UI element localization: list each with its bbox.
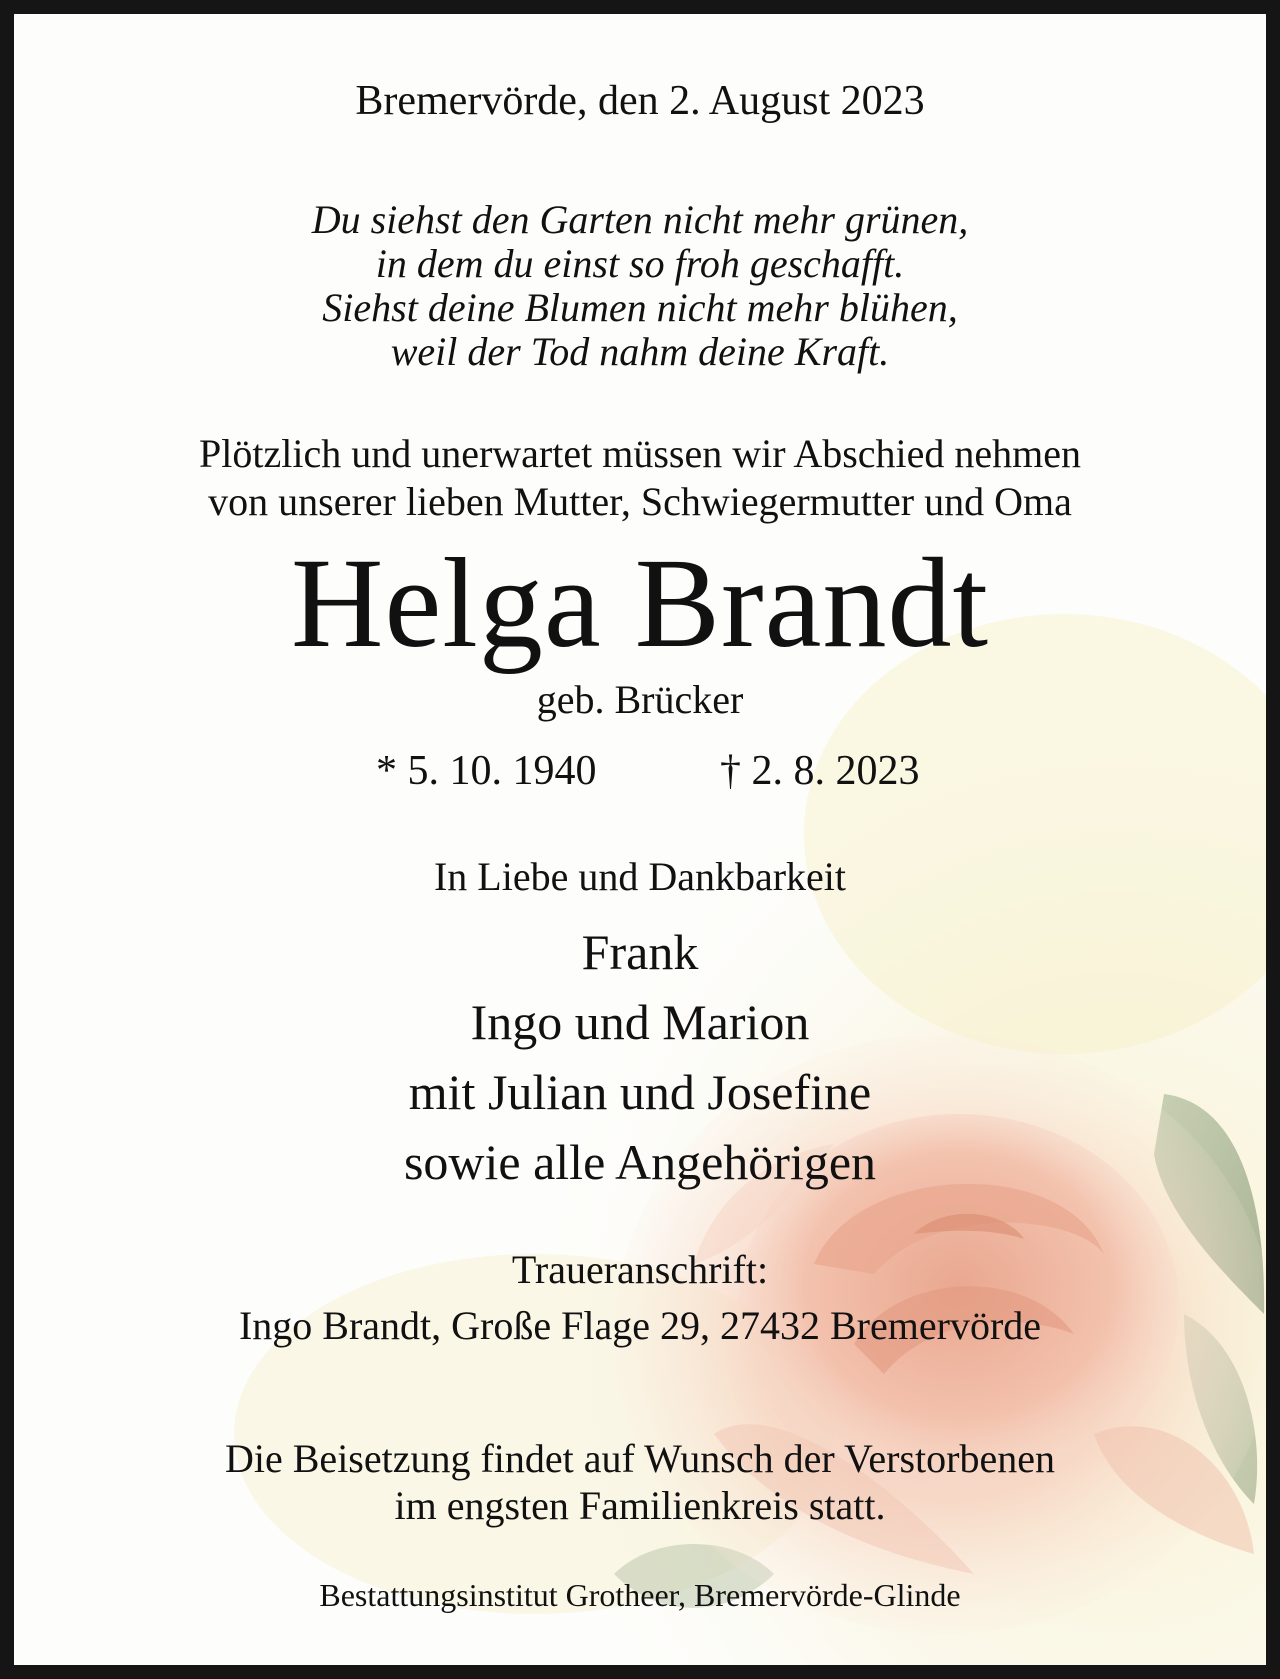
funeral-home: Bestattungsinstitut Grotheer, Bremervörde-Glinde [319, 1577, 961, 1613]
mourner-line: sowie alle Angehörigen [403, 1134, 877, 1190]
burial-note-line: im engsten Familienkreis statt. [394, 1483, 886, 1528]
death-date: † 2. 8. 2023 [720, 748, 920, 794]
mourner-line: Ingo und Marion [470, 994, 810, 1050]
maiden-name: geb. Brücker [536, 677, 744, 722]
poem-line: in dem du einst so froh geschafft. [375, 241, 905, 286]
intro-line: Plötzlich und unerwartet müssen wir Abschied nehmen [198, 431, 1082, 476]
notice-content [14, 14, 1266, 1665]
address-label: Traueranschrift: [511, 1247, 769, 1292]
closing-phrase: In Liebe und Dankbarkeit [433, 854, 847, 899]
deceased-name: Helga Brandt [291, 532, 989, 674]
mourning-address: Ingo Brandt, Große Flage 29, 27432 Bremervörde [238, 1303, 1042, 1348]
intro-line: von unserer lieben Mutter, Schwiegermutter und Oma [208, 479, 1072, 524]
poem-line: Du siehst den Garten nicht mehr grünen, [311, 197, 969, 242]
poem-line: weil der Tod nahm deine Kraft. [390, 329, 890, 374]
burial-note-line: Die Beisetzung findet auf Wunsch der Verstorbenen [225, 1436, 1055, 1481]
birth-date: * 5. 10. 1940 [376, 748, 597, 794]
mourner-line: Frank [581, 924, 699, 980]
mourner-line: mit Julian und Josefine [408, 1064, 872, 1120]
poem-line: Siehst deine Blumen nicht mehr blühen, [322, 285, 958, 330]
place-and-date: Bremervörde, den 2. August 2023 [355, 78, 925, 124]
